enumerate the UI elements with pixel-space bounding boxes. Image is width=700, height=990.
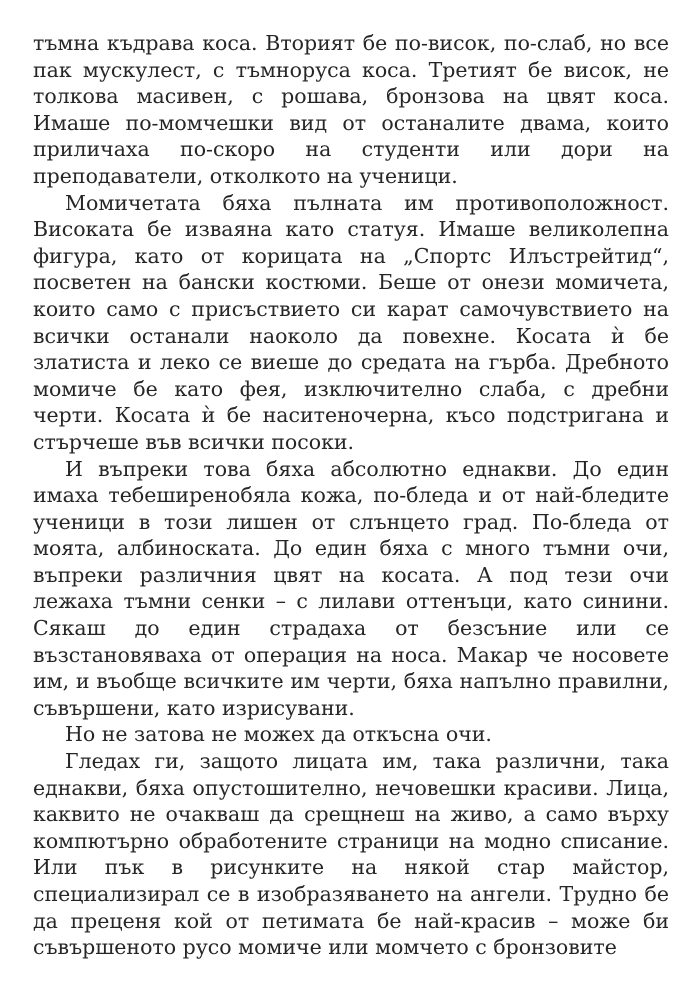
paragraph-inhuman-beauty: Гледах ги, защото лицата им, така различни, така еднакви, бяха опустошително, нечовешки красиви. Лица, каквито не очакваш да срещнеш на живо, а само върху компютърно обработените страници на модно списание. Или пък в рисунките на някой стар майстор, специализирал се в изобразяването на ангели. Трудно бе да преценя кой от петимата бе най-красив – може би съвършеното русо момиче или момчето с бронзовите [33,749,669,960]
paragraph-continued-description: тъмна къдрава коса. Вторият бе по-висок, по-слаб, но все пак мускулест, с тъмноруса коса. Третият бе висок, не толкова масивен, с рошава, бронзова на цвят коса. Имаше по-момчешки вид от останалите двама, които приличаха по-скоро на студенти или дори на преподаватели, отколкото на ученици. [33,31,669,188]
page-text-column [33,30,669,961]
paragraph-girls-description: Момичетата бяха пълната им противоположност. Високата бе изваяна като статуя. Имаше великолепна фигура, като от корицата на „Спортс Илъстрейтид“, посветен на бански костюми. Беше от онези момичета, които само с присъствието си карат самочувствието на всички останали наоколо да повехне. Косата ѝ бе златиста и леко се виеше до средата на гърба. Дребното момиче бе като фея, изключително слаба, с дребни черти. Косата ѝ бе наситеночерна, късо подстригана и стърчеше във всички посоки. [33,190,669,454]
paragraph-pale-skin: И въпреки това бяха абсолютно еднакви. До един имаха тебеширенобяла кожа, по-бледа и от най-бледите ученици в този лишен от слънцето град. По-бледа от моята, албиноската. До един бяха с много тъмни очи, въпреки различния цвят на косата. А под тези очи лежаха тъмни сенки – с лилави оттенъци, като синини. Сякаш до един страдаха от безсъние или се възстановяваха от операция на носа. Макар че носовете им, и въобще всичките им черти, бяха напълно правилни, съвършени, като изрисувани. [33,456,669,720]
paragraph-could-not-look-away: Но не затова не можех да откъсна очи. [65,722,492,747]
